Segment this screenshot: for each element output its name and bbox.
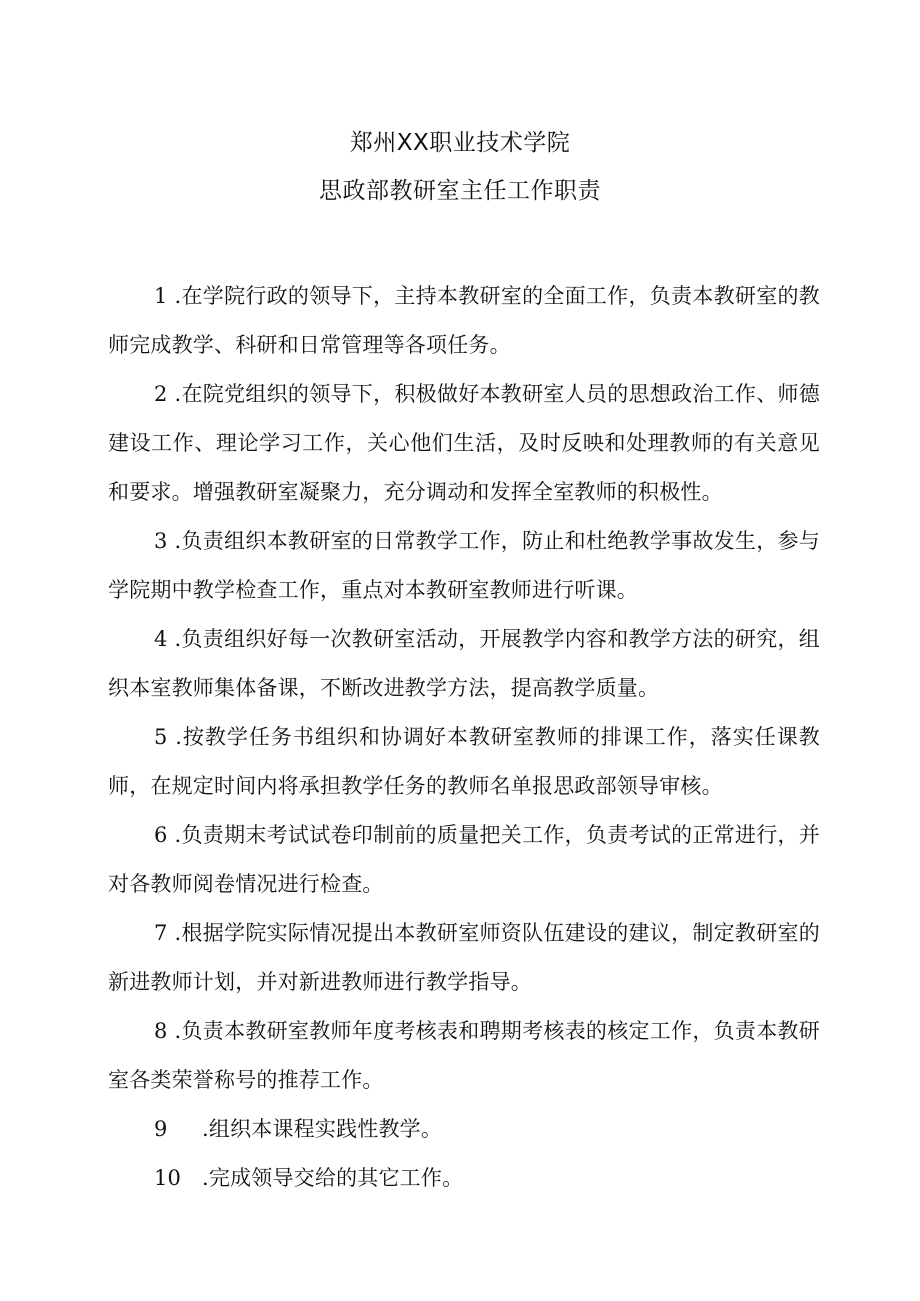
duty-item-5 xyxy=(108,713,820,811)
duty-item-10 xyxy=(108,1154,820,1203)
duty-text: .在学院行政的领导下，主持本教研室的全面工作，负责本教研室的教师完成教学、科研和日常管理等各项任务。 xyxy=(108,284,820,357)
duty-item-7 xyxy=(108,909,820,1007)
duty-number: 6 xyxy=(154,823,168,847)
duty-text: .负责本教研室教师年度考核表和聘期考核表的核定工作，负责本教研室各类荣誉称号的推荐工作。 xyxy=(108,1019,820,1092)
duty-item-1 xyxy=(108,272,820,370)
duty-text: .按教学任务书组织和协调好本教研室教师的排课工作，落实任课教师，在规定时间内将承担教学任务的教师名单报思政部领导审核。 xyxy=(108,725,820,798)
duty-text: .在院党组织的领导下，积极做好本教研室人员的思想政治工作、师德建设工作、理论学习工作，关心他们生活，及时反映和处理教师的有关意见和要求。增强教研室凝聚力，充分调动和发挥全室教师的积极性。 xyxy=(108,382,820,504)
duty-text: .组织本课程实践性教学。 xyxy=(202,1117,443,1141)
duty-number: 2 xyxy=(154,382,168,406)
duty-text: .根据学院实际情况提出本教研室师资队伍建设的建议，制定教研室的新进教师计划，并对新进教师进行教学指导。 xyxy=(108,921,820,994)
duty-number: 4 xyxy=(154,627,168,651)
duty-number: 3 xyxy=(154,529,168,553)
duty-number: 9 xyxy=(154,1117,168,1141)
document-title-institution: 郑州XX职业技术学院 xyxy=(349,130,571,156)
duty-item-4 xyxy=(108,615,820,713)
duty-item-9 xyxy=(108,1105,820,1154)
duty-text: .负责期末考试试卷印制前的质量把关工作，负责考试的正常进行，并对各教师阅卷情况进行检查。 xyxy=(108,823,820,896)
duty-text: .负责组织本教研室的日常教学工作，防止和杜绝教学事故发生，参与学院期中教学检查工作，重点对本教研室教师进行听课。 xyxy=(108,529,820,602)
duty-text: .完成领导交给的其它工作。 xyxy=(202,1166,464,1190)
duty-number: 8 xyxy=(154,1019,168,1043)
duty-item-3 xyxy=(108,517,820,615)
duty-number: 1 xyxy=(154,284,168,308)
duty-item-6 xyxy=(108,811,820,909)
duty-item-2 xyxy=(108,370,820,517)
duty-number: 7 xyxy=(154,921,168,945)
duty-text: .负责组织好每一次教研室活动，开展教学内容和教学方法的研究，组织本室教师集体备课，不断改进教学方法，提高教学质量。 xyxy=(108,627,820,700)
duties-list xyxy=(108,272,820,1203)
duty-number: 5 xyxy=(154,725,168,749)
duty-number: 10 xyxy=(154,1166,182,1190)
document-title-subject: 思政部教研室主任工作职责 xyxy=(319,178,601,204)
duty-item-8 xyxy=(108,1007,820,1105)
